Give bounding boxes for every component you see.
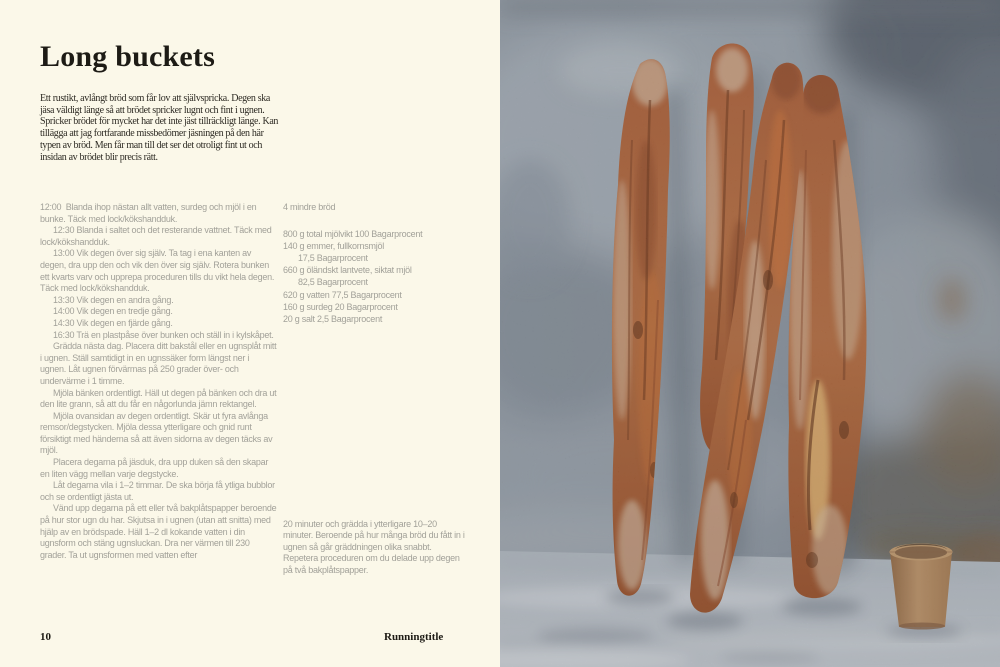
yield-note: 4 mindre bröd: [283, 202, 336, 212]
grain-overlay-light: [500, 0, 1000, 667]
text-line: 13:30 Vik degen en andra gång.: [53, 294, 174, 305]
text-line: 13:00 Vik degen över sig själv. Ta tag i ena kanten av degen, dra upp den och vik den över sig själv. Rotera bunken ett kvarts varv och upprepa proceduren tills du vikt hela degen. Täck med lock/kökshandduk.: [40, 248, 275, 294]
running-title: Runningtitle: [384, 631, 444, 643]
text-line: Grädda nästa dag. Placera ditt bakstål eller en ugnsplåt mitt i ugnen. Ställ samtidigt in en ugnssäker form längst ner i ugnen. Låt ugnen förvärmas på 250 grader över- och undervärme i 1 timme.: [40, 341, 277, 386]
text-line: 160 g surdeg 20 Bagarprocent: [283, 301, 398, 312]
text-line: Vänd upp degarna på ett eller två bakplåtspapper beroende på hur stor ugn du har. Skjutsa in i ugnen (utan att snitta) med hjälp av en brödspade. Häll 1–2 dl kokande vatten i din ugnsform och stäng ugnsluckan. Dra ner värmen till 230 grader. Ta ut ugnsformen med vatten efter: [40, 503, 277, 560]
bread-photo: [500, 0, 1000, 667]
text-line: 20 g salt 2,5 Bagarprocent: [283, 314, 383, 325]
text-line: 140 g emmer, fullkornsmjöl: [283, 240, 385, 251]
text-line: Mjöla bänken ordentligt. Häll ut degen på bänken och dra ut den lite grann, så att du får en någorlunda jämn rektangel.: [40, 387, 277, 410]
text-line: 12:00 Blanda ihop nästan allt vatten, surdeg och mjöl i en bunke. Täck med lock/kökshandduk.: [40, 202, 257, 224]
text-line: 14:00 Vik degen en tredje gång.: [53, 306, 173, 317]
recipe-steps: [40, 202, 277, 561]
ingredient-list: [283, 228, 483, 326]
text-line: 17,5 Bagarprocent: [298, 253, 368, 263]
text-line: Mjöla ovansidan av degen ordentligt. Skär ut fyra avlånga remsor/degstycken. Mjöla dessa ytterligare och gnid runt försiktigt med händerna så att även sidorna av degen täcks av mjöl.: [40, 410, 273, 456]
text-line: 82,5 Bagarprocent: [298, 277, 368, 288]
recipe-intro: Ett rustikt, avlångt bröd som får lov att självspricka. Degen ska jäsa väldigt länge så att brödet spricker lugnt och fint i ugnen. Spricker brödet för mycket har det inte jäst tillräckligt länge. Kan tillägga att jag fortfarande missbedömer jäsningen på den här typen av bröd. Men får man till det ser det otroligt fint ut och insidan av brödet blir precis rätt.: [40, 93, 279, 163]
text-line: 660 g öländskt lantvete, siktat mjöl: [283, 265, 412, 276]
text-line: 14:30 Vik degen en fjärde gång.: [53, 317, 173, 328]
text-line: Placera degarna på jäsduk, dra upp duken så den skapar en liten vägg mellan varje degstycke.: [40, 457, 269, 479]
recipe-continuation: 20 minuter och grädda i ytterligare 10–20 minuter. Beroende på hur många bröd du fått in i ugnen så går gräddningen olika snabbt. Repetera proceduren om du delade upp degen på två bakplåtspapper.: [283, 519, 465, 575]
text-line: 800 g total mjölvikt 100 Bagarprocent: [283, 228, 423, 239]
text-line: Låt degarna vila i 1–2 timmar. De ska börja få ytliga bubblor och se ordentligt jästa ut.: [40, 480, 275, 502]
text-line: 12:30 Blanda i saltet och det resterande vattnet. Täck med lock/kökshandduk.: [40, 225, 272, 247]
page-title: Long buckets: [40, 40, 215, 73]
text-line: 16:30 Trä en plastpåse över bunken och ställ in i kylskåpet.: [53, 329, 274, 340]
text-line: 620 g vatten 77,5 Bagarprocent: [283, 289, 402, 300]
ingredients-column: [283, 202, 483, 325]
page-number: 10: [40, 631, 51, 643]
